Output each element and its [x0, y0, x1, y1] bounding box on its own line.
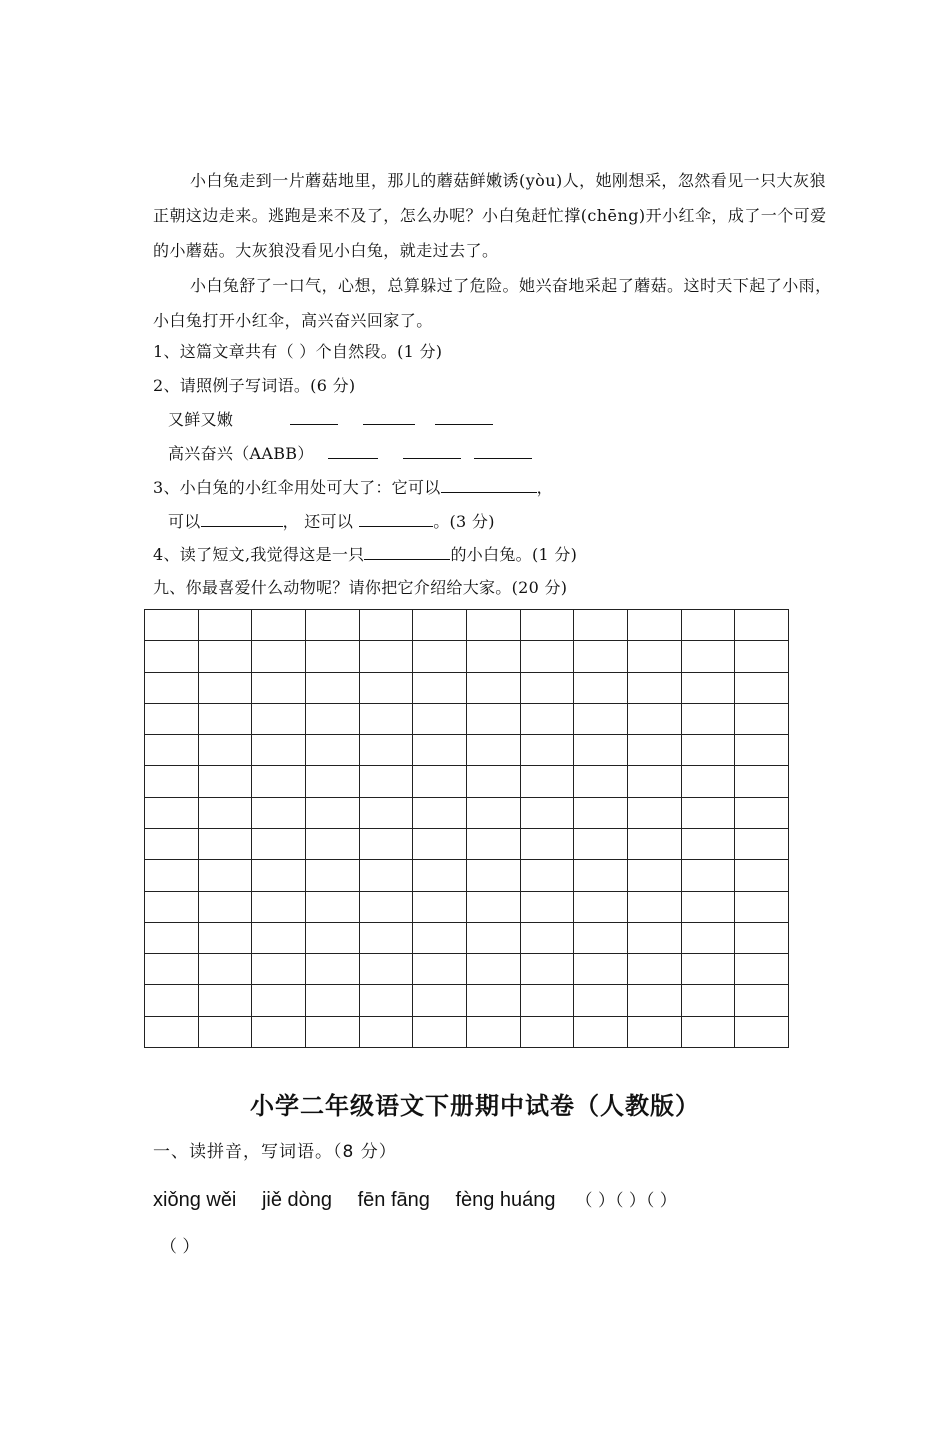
- grid-cell[interactable]: [145, 922, 199, 953]
- grid-cell[interactable]: [681, 922, 735, 953]
- grid-cell[interactable]: [198, 891, 252, 922]
- grid-cell[interactable]: [252, 860, 306, 891]
- grid-cell[interactable]: [520, 860, 574, 891]
- grid-cell[interactable]: [359, 954, 413, 985]
- grid-cell[interactable]: [305, 797, 359, 828]
- grid-row: [145, 891, 789, 922]
- grid-row: [145, 1016, 789, 1047]
- question-4-text-a: 4、读了短文,我觉得这是一只: [153, 545, 365, 564]
- grid-cell[interactable]: [520, 797, 574, 828]
- grid-cell[interactable]: [359, 672, 413, 703]
- grid-cell[interactable]: [681, 766, 735, 797]
- grid-cell[interactable]: [735, 891, 789, 922]
- grid-cell[interactable]: [681, 703, 735, 734]
- grid-cell[interactable]: [198, 766, 252, 797]
- grid-cell[interactable]: [627, 641, 681, 672]
- grid-cell[interactable]: [413, 735, 467, 766]
- grid-row: [145, 641, 789, 672]
- grid-cell[interactable]: [466, 735, 520, 766]
- grid-row: [145, 672, 789, 703]
- grid-cell[interactable]: [520, 1016, 574, 1047]
- grid-cell[interactable]: [198, 641, 252, 672]
- answer-blank[interactable]: [290, 408, 338, 425]
- grid-cell[interactable]: [252, 922, 306, 953]
- grid-cell[interactable]: [681, 672, 735, 703]
- grid-cell[interactable]: [735, 610, 789, 641]
- grid-cell[interactable]: [520, 954, 574, 985]
- grid-cell[interactable]: [574, 703, 628, 734]
- grid-cell[interactable]: [574, 641, 628, 672]
- grid-cell[interactable]: [252, 641, 306, 672]
- grid-cell[interactable]: [305, 610, 359, 641]
- grid-cell[interactable]: [359, 735, 413, 766]
- grid-row: [145, 922, 789, 953]
- grid-row: [145, 828, 789, 859]
- grid-cell[interactable]: [359, 703, 413, 734]
- grid-cell[interactable]: [252, 672, 306, 703]
- answer-parentheses[interactable]: （ ）: [645, 1191, 677, 1211]
- grid-cell[interactable]: [198, 672, 252, 703]
- grid-cell[interactable]: [574, 828, 628, 859]
- grid-cell[interactable]: [145, 735, 199, 766]
- grid-cell[interactable]: [681, 735, 735, 766]
- grid-cell[interactable]: [681, 797, 735, 828]
- grid-cell[interactable]: [735, 766, 789, 797]
- grid-cell[interactable]: [413, 985, 467, 1016]
- grid-cell[interactable]: [305, 766, 359, 797]
- grid-cell[interactable]: [413, 954, 467, 985]
- grid-cell[interactable]: [359, 641, 413, 672]
- grid-cell[interactable]: [198, 610, 252, 641]
- grid-cell[interactable]: [252, 797, 306, 828]
- grid-row: [145, 735, 789, 766]
- grid-cell[interactable]: [359, 922, 413, 953]
- grid-cell[interactable]: [627, 828, 681, 859]
- grid-cell[interactable]: [466, 703, 520, 734]
- grid-cell[interactable]: [305, 954, 359, 985]
- grid-cell[interactable]: [305, 703, 359, 734]
- answer-blank[interactable]: [359, 510, 433, 527]
- grid-cell[interactable]: [198, 1016, 252, 1047]
- grid-cell[interactable]: [198, 703, 252, 734]
- pinyin-word-1: xiǒng wěi: [153, 1189, 237, 1211]
- grid-cell[interactable]: [145, 860, 199, 891]
- grid-cell[interactable]: [198, 735, 252, 766]
- grid-cell[interactable]: [359, 610, 413, 641]
- grid-cell[interactable]: [627, 797, 681, 828]
- grid-cell[interactable]: [359, 860, 413, 891]
- grid-cell[interactable]: [735, 797, 789, 828]
- grid-cell[interactable]: [305, 641, 359, 672]
- grid-cell[interactable]: [305, 672, 359, 703]
- grid-cell[interactable]: [574, 891, 628, 922]
- grid-cell[interactable]: [252, 703, 306, 734]
- grid-cell[interactable]: [735, 1016, 789, 1047]
- grid-cell[interactable]: [413, 891, 467, 922]
- grid-cell[interactable]: [252, 985, 306, 1016]
- grid-cell[interactable]: [359, 766, 413, 797]
- grid-cell[interactable]: [198, 797, 252, 828]
- grid-cell[interactable]: [627, 860, 681, 891]
- answer-blank[interactable]: [435, 408, 493, 425]
- pinyin-word-4: fèng huáng: [455, 1189, 556, 1211]
- grid-cell[interactable]: [574, 610, 628, 641]
- grid-cell[interactable]: [627, 766, 681, 797]
- grid-cell[interactable]: [735, 735, 789, 766]
- grid-row: [145, 985, 789, 1016]
- grid-cell[interactable]: [735, 828, 789, 859]
- grid-cell[interactable]: [466, 797, 520, 828]
- question-3-text-b2: ， 还可以: [282, 512, 354, 531]
- grid-cell[interactable]: [413, 610, 467, 641]
- grid-cell[interactable]: [466, 672, 520, 703]
- grid-cell[interactable]: [252, 891, 306, 922]
- grid-cell[interactable]: [466, 954, 520, 985]
- grid-cell[interactable]: [735, 672, 789, 703]
- grid-cell[interactable]: [413, 797, 467, 828]
- grid-cell[interactable]: [520, 610, 574, 641]
- grid-cell[interactable]: [305, 860, 359, 891]
- exam-title: 小学二年级语文下册期中试卷（人教版）: [250, 1092, 700, 1120]
- writing-grid[interactable]: [144, 609, 789, 1048]
- grid-cell[interactable]: [627, 1016, 681, 1047]
- grid-row: [145, 703, 789, 734]
- grid-cell[interactable]: [466, 985, 520, 1016]
- question-3-text-b1: 可以: [168, 512, 201, 531]
- question-2-example-1: [168, 408, 493, 431]
- grid-cell[interactable]: [252, 610, 306, 641]
- grid-cell[interactable]: [627, 922, 681, 953]
- pinyin-word-2: jiě dòng: [261, 1189, 333, 1211]
- grid-row: [145, 860, 789, 891]
- grid-cell[interactable]: [627, 610, 681, 641]
- question-4: [153, 543, 577, 566]
- answer-blank[interactable]: [403, 442, 461, 459]
- grid-cell[interactable]: [520, 766, 574, 797]
- answer-blank[interactable]: [441, 476, 537, 493]
- example-word-1: 又鲜又嫩: [168, 410, 234, 429]
- grid-cell[interactable]: [145, 610, 199, 641]
- grid-cell[interactable]: [574, 922, 628, 953]
- question-9: 九、你最喜爱什么动物呢？请你把它介绍给大家。(20 分): [153, 578, 568, 597]
- grid-cell[interactable]: [145, 703, 199, 734]
- grid-cell[interactable]: [574, 860, 628, 891]
- grid-cell[interactable]: [681, 828, 735, 859]
- grid-cell[interactable]: [359, 985, 413, 1016]
- grid-cell[interactable]: [198, 985, 252, 1016]
- grid-cell[interactable]: [198, 954, 252, 985]
- grid-cell[interactable]: [413, 860, 467, 891]
- grid-cell[interactable]: [520, 891, 574, 922]
- answer-blank[interactable]: [474, 442, 532, 459]
- grid-cell[interactable]: [574, 735, 628, 766]
- passage-paragraph-2: 小白兔舒了一口气，心想，总算躲过了危险。她兴奋地采起了蘑菇。这时天下起了小雨，小白兔打开小红伞，高兴奋兴回家了。: [153, 276, 832, 330]
- grid-cell[interactable]: [305, 985, 359, 1016]
- question-3-line-1: [153, 476, 553, 499]
- answer-blank[interactable]: [328, 442, 378, 459]
- grid-cell[interactable]: [305, 1016, 359, 1047]
- grid-cell[interactable]: [520, 641, 574, 672]
- grid-cell[interactable]: [627, 735, 681, 766]
- question-3-line-2: [168, 510, 495, 533]
- grid-cell[interactable]: [198, 922, 252, 953]
- grid-cell[interactable]: [145, 954, 199, 985]
- grid-cell[interactable]: [305, 891, 359, 922]
- grid-cell[interactable]: [198, 860, 252, 891]
- grid-cell[interactable]: [681, 860, 735, 891]
- grid-cell[interactable]: [574, 672, 628, 703]
- grid-cell[interactable]: [145, 985, 199, 1016]
- grid-cell[interactable]: [681, 985, 735, 1016]
- grid-cell[interactable]: [413, 672, 467, 703]
- grid-cell[interactable]: [466, 641, 520, 672]
- grid-cell[interactable]: [359, 891, 413, 922]
- grid-cell[interactable]: [520, 672, 574, 703]
- grid-cell[interactable]: [735, 954, 789, 985]
- grid-cell[interactable]: [574, 985, 628, 1016]
- grid-cell[interactable]: [145, 891, 199, 922]
- grid-cell[interactable]: [145, 641, 199, 672]
- grid-cell[interactable]: [735, 922, 789, 953]
- grid-row: [145, 797, 789, 828]
- question-3-text-b3: 。(3 分): [433, 512, 495, 531]
- grid-cell[interactable]: [413, 828, 467, 859]
- grid-cell[interactable]: [359, 1016, 413, 1047]
- grid-cell[interactable]: [681, 641, 735, 672]
- grid-cell[interactable]: [735, 641, 789, 672]
- grid-cell[interactable]: [413, 766, 467, 797]
- grid-cell[interactable]: [681, 610, 735, 641]
- grid-cell[interactable]: [413, 703, 467, 734]
- grid-cell[interactable]: [735, 703, 789, 734]
- grid-cell[interactable]: [145, 828, 199, 859]
- question-3-text: 3、小白兔的小红伞用处可大了：它可以: [153, 478, 441, 497]
- pinyin-word-3: fēn fāng: [357, 1189, 430, 1211]
- grid-cell[interactable]: [305, 735, 359, 766]
- grid-cell[interactable]: [145, 672, 199, 703]
- pinyin-row: [153, 1186, 677, 1215]
- grid-cell[interactable]: [252, 1016, 306, 1047]
- question-1: 1、这篇文章共有（ ）个自然段。(1 分): [153, 342, 443, 361]
- grid-cell[interactable]: [252, 766, 306, 797]
- grid-cell[interactable]: [413, 641, 467, 672]
- grid-cell[interactable]: [413, 1016, 467, 1047]
- answer-blank[interactable]: [364, 543, 450, 560]
- grid-cell[interactable]: [145, 766, 199, 797]
- grid-cell[interactable]: [520, 922, 574, 953]
- grid-cell[interactable]: [681, 954, 735, 985]
- question-3-comma: ，: [536, 478, 553, 497]
- grid-cell[interactable]: [681, 1016, 735, 1047]
- grid-row: [145, 610, 789, 641]
- grid-cell[interactable]: [305, 922, 359, 953]
- grid-cell[interactable]: [145, 797, 199, 828]
- answer-blank[interactable]: [363, 408, 415, 425]
- grid-cell[interactable]: [681, 891, 735, 922]
- grid-cell[interactable]: [574, 1016, 628, 1047]
- grid-cell[interactable]: [466, 860, 520, 891]
- grid-cell[interactable]: [466, 922, 520, 953]
- passage-paragraph-1: 小白兔走到一片蘑菇地里，那儿的蘑菇鲜嫩诱(yòu)人，她刚想采，忽然看见一只大灰狼正朝这边走来。逃跑是来不及了，怎么办呢？小白兔赶忙撑(chēng)开小红伞，成了一个可爱的小蘑菇。大灰狼没看见小白兔，就走过去了。: [153, 171, 827, 260]
- grid-cell[interactable]: [305, 828, 359, 859]
- grid-cell[interactable]: [574, 766, 628, 797]
- grid-cell[interactable]: [627, 891, 681, 922]
- grid-cell[interactable]: [466, 766, 520, 797]
- grid-cell[interactable]: [252, 954, 306, 985]
- answer-parentheses[interactable]: （ ）: [575, 1191, 615, 1211]
- grid-cell[interactable]: [359, 828, 413, 859]
- section-1-heading: 一、读拼音，写词语。（8 分）: [153, 1142, 397, 1162]
- grid-cell[interactable]: [466, 891, 520, 922]
- grid-cell[interactable]: [574, 954, 628, 985]
- grid-cell[interactable]: [520, 828, 574, 859]
- grid-cell[interactable]: [520, 985, 574, 1016]
- grid-cell[interactable]: [735, 860, 789, 891]
- grid-cell[interactable]: [627, 703, 681, 734]
- grid-cell[interactable]: [574, 797, 628, 828]
- grid-cell[interactable]: [735, 985, 789, 1016]
- question-2: 2、请照例子写词语。(6 分): [153, 376, 356, 395]
- answer-blank[interactable]: [201, 510, 283, 527]
- grid-cell[interactable]: [466, 610, 520, 641]
- grid-cell[interactable]: [145, 1016, 199, 1047]
- grid-cell[interactable]: [627, 954, 681, 985]
- question-4-text-b: 的小白兔。(1 分): [450, 545, 578, 564]
- grid-cell[interactable]: [466, 828, 520, 859]
- grid-cell[interactable]: [627, 672, 681, 703]
- answer-parentheses-row-2[interactable]: [160, 1236, 199, 1258]
- grid-cell[interactable]: [413, 922, 467, 953]
- question-2-example-2: [168, 442, 532, 465]
- example-word-2: 高兴奋兴（AABB）: [168, 444, 314, 463]
- grid-row: [145, 766, 789, 797]
- grid-cell[interactable]: [520, 735, 574, 766]
- grid-cell[interactable]: [466, 1016, 520, 1047]
- grid-cell[interactable]: [359, 797, 413, 828]
- grid-cell[interactable]: [520, 703, 574, 734]
- grid-cell[interactable]: [198, 828, 252, 859]
- grid-cell[interactable]: [252, 735, 306, 766]
- grid-cell[interactable]: [252, 828, 306, 859]
- grid-cell[interactable]: [627, 985, 681, 1016]
- grid-row: [145, 954, 789, 985]
- answer-parentheses[interactable]: （ ）: [614, 1191, 646, 1211]
- answer-parentheses[interactable]: （ ）: [160, 1237, 200, 1257]
